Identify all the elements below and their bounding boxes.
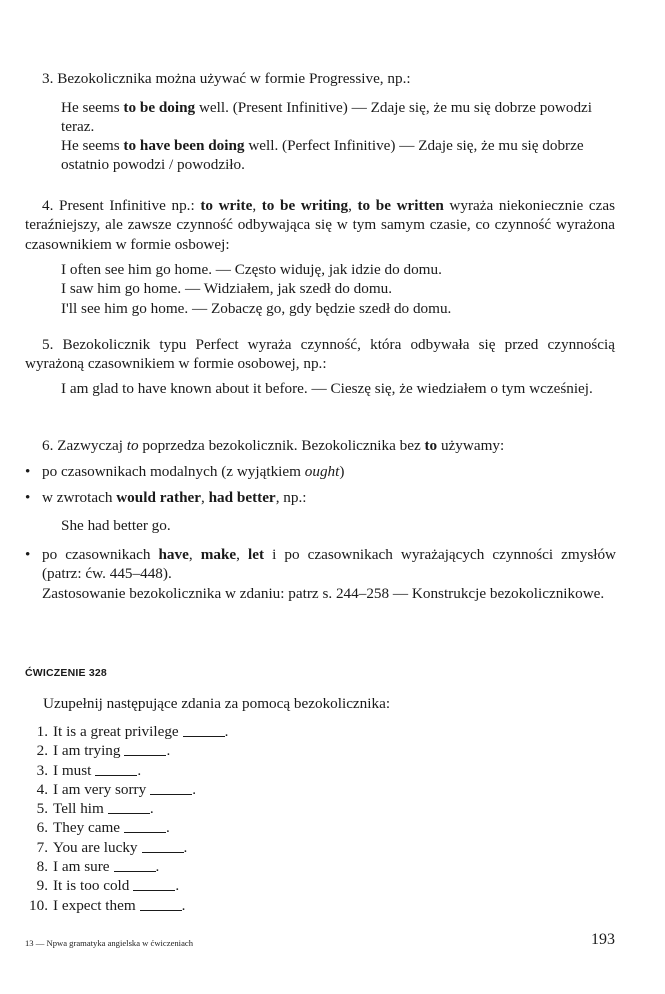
exercise-item: 10. I expect them . [29, 896, 186, 914]
exercise-heading: ĆWICZENIE 328 [25, 667, 107, 679]
answer-blank[interactable] [124, 818, 166, 833]
answer-blank[interactable] [142, 838, 184, 853]
section4-examples [61, 260, 616, 318]
section6-closing: Zastosowanie bezokolicznika w zdaniu: patrz s. 244–258 — Konstrukcje bezokolicznikowe. [42, 585, 605, 602]
bullet-phrases: • w zwrotach would rather, had better, np.: [25, 489, 307, 506]
example-line: I'll see him go home. — Zobaczę go, gdy będzie szedł do domu. [61, 299, 452, 317]
exercise-item: 1. It is a great privilege . [36, 723, 229, 740]
section3-intro: 3. Bezokolicznika można używać w formie Progressive, np.: [42, 70, 411, 87]
section4-paragraph: 4. Present Infinitive np.: to write, to be writing, to be written wyraża niekoniecznie czas teraźniejszy, ale zawsze czynność odbywająca się w tym samym czasie, co czynność wyrażona czasownikiem w formie osbowej: [25, 197, 615, 253]
answer-blank[interactable] [108, 799, 150, 814]
exercise-instruction: Uzupełnij następujące zdania za pomocą bezokolicznika: [43, 695, 391, 712]
bullet-sense-verbs: • po czasownikach have, make, let i po czasownikach wyrażających czynności zmysłów (patrz: ćw. 445–448). [25, 546, 617, 583]
answer-blank[interactable] [140, 896, 182, 911]
bullet-icon: • [25, 489, 31, 506]
section3-example-1: He seems to be doing well. (Present Infinitive) — Zdaje się, że mu się dobrze powodzi teraz. [61, 99, 593, 136]
bullet-icon: • [25, 463, 31, 480]
exercise-item: 4. I am very sorry . [36, 780, 196, 798]
exercise-item: 6. They came . [36, 819, 170, 837]
bullet-modal-verbs: • po czasownikach modalnych (z wyjątkiem ought) [25, 463, 345, 480]
answer-blank[interactable] [124, 741, 166, 756]
exercise-list [25, 722, 425, 915]
answer-blank[interactable] [150, 780, 192, 795]
page-number: 193 [591, 931, 615, 948]
exercise-item: 9. It is too cold . [36, 877, 180, 895]
answer-blank[interactable] [95, 761, 137, 776]
exercise-item: 5. Tell him . [36, 800, 154, 818]
bullet-icon: • [25, 546, 31, 563]
section5-paragraph: 5. Bezokolicznik typu Perfect wyraża czynność, która odbywała się przed czynnością wyrażoną czasownikiem w formie osobowej, np.: [25, 336, 615, 373]
exercise-item: 8. I am sure . [36, 858, 160, 876]
section5-example: I am glad to have known about it before. — Cieszę się, że wiedziałem o tym wcześniej. [61, 380, 593, 397]
exercise-item: 3. I must . [36, 761, 142, 779]
section6-example: She had better go. [61, 517, 171, 534]
answer-blank[interactable] [114, 857, 156, 872]
answer-blank[interactable] [133, 876, 175, 891]
footer-book-title: 13 — Npwa gramatyka angielska w ćwiczeniach [25, 938, 193, 948]
exercise-item: 7. You are lucky . [36, 838, 188, 856]
example-line: I saw him go home. — Widziałem, jak szedł do domu. [61, 280, 393, 298]
example-line: I often see him go home. — Często widuję, jak idzie do domu. [61, 261, 442, 278]
section6-paragraph: 6. Zazwyczaj to poprzedza bezokolicznik. Bezokolicznika bez to używamy: [42, 437, 505, 454]
answer-blank[interactable] [183, 722, 225, 737]
exercise-item: 2. I am trying . [36, 742, 171, 760]
section3-example-2: He seems to have been doing well. (Perfect Infinitive) — Zdaje się, że mu się dobrze ostatnio powodzi / powodziło. [61, 137, 584, 174]
